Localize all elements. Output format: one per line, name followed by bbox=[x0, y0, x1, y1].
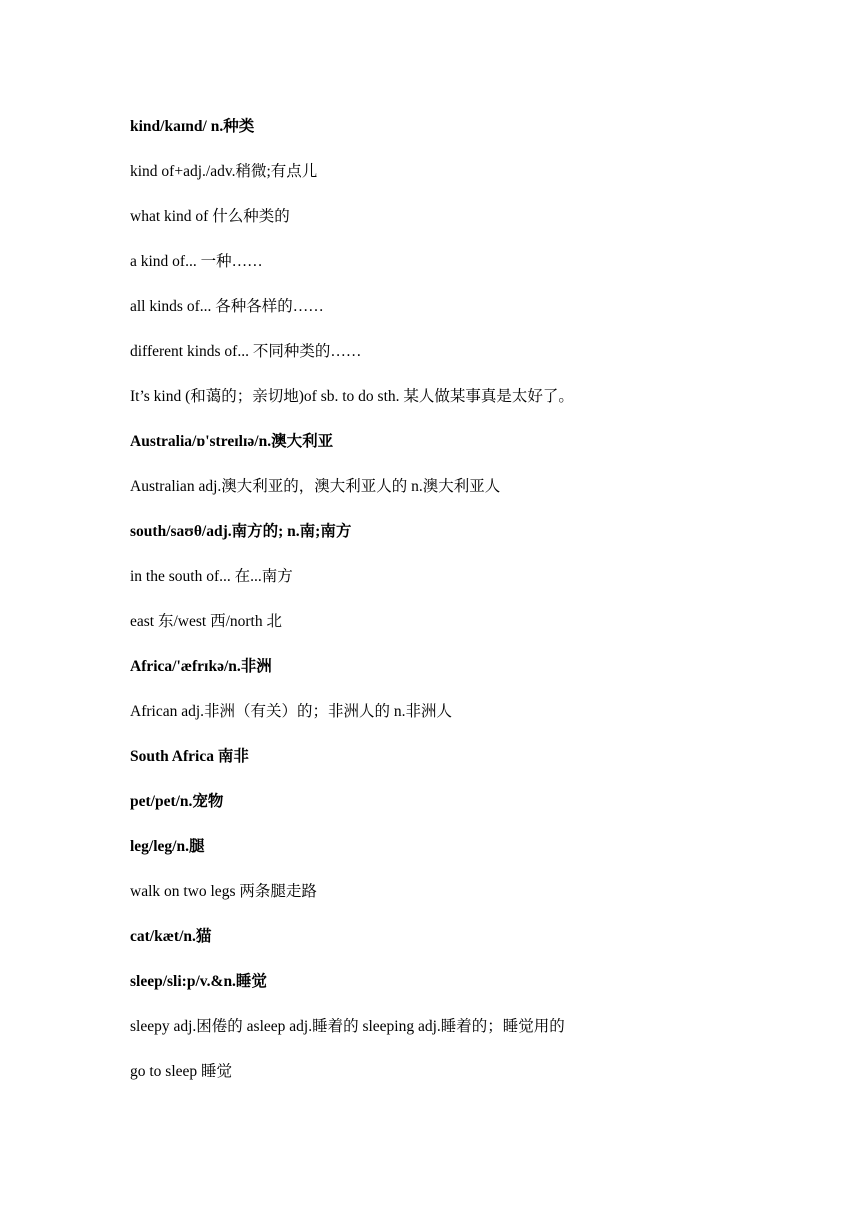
entry-example: African adj.非洲（有关）的；非洲人的 n.非洲人 bbox=[130, 703, 453, 720]
entry-example: It’s kind (和蔼的；亲切地)of sb. to do sth. 某人做某事真是太好了。 bbox=[130, 388, 574, 405]
entry-example: kind of+adj./adv.稍微;有点儿 bbox=[130, 163, 318, 180]
entry-example: sleepy adj.困倦的 asleep adj.睡着的 sleeping adj.睡着的；睡觉用的 bbox=[130, 1018, 565, 1035]
entry-example: east 东/west 西/north 北 bbox=[130, 613, 282, 630]
entry-headword: Australia/ɒ'streɪlɪə/n.澳大利亚 bbox=[130, 433, 334, 450]
entry-example: all kinds of... 各种各样的…… bbox=[130, 298, 324, 315]
entry-example: different kinds of... 不同种类的…… bbox=[130, 343, 362, 360]
entry-headword: south/saʊθ/adj.南方的; n.南;南方 bbox=[130, 523, 352, 540]
entry-headword: leg/leg/n.腿 bbox=[130, 838, 205, 855]
entry-example: in the south of... 在...南方 bbox=[130, 568, 293, 585]
entry-example: Australian adj.澳大利亚的，澳大利亚人的 n.澳大利亚人 bbox=[130, 478, 501, 495]
entry-headword: sleep/sli:p/v.&n.睡觉 bbox=[130, 973, 267, 990]
vocabulary-list bbox=[130, 116, 830, 1106]
entry-example: walk on two legs 两条腿走路 bbox=[130, 883, 317, 900]
entry-example: a kind of... 一种…… bbox=[130, 253, 263, 270]
entry-example: go to sleep 睡觉 bbox=[130, 1063, 233, 1080]
entry-headword: cat/kæt/n.猫 bbox=[130, 928, 212, 945]
entry-example: what kind of 什么种类的 bbox=[130, 208, 290, 225]
entry-headword: Africa/'æfrɪkə/n.非洲 bbox=[130, 658, 272, 675]
entry-headword: kind/kaɪnd/ n.种类 bbox=[130, 118, 255, 135]
entry-headword: South Africa 南非 bbox=[130, 748, 249, 765]
entry-headword: pet/pet/n.宠物 bbox=[130, 793, 224, 810]
